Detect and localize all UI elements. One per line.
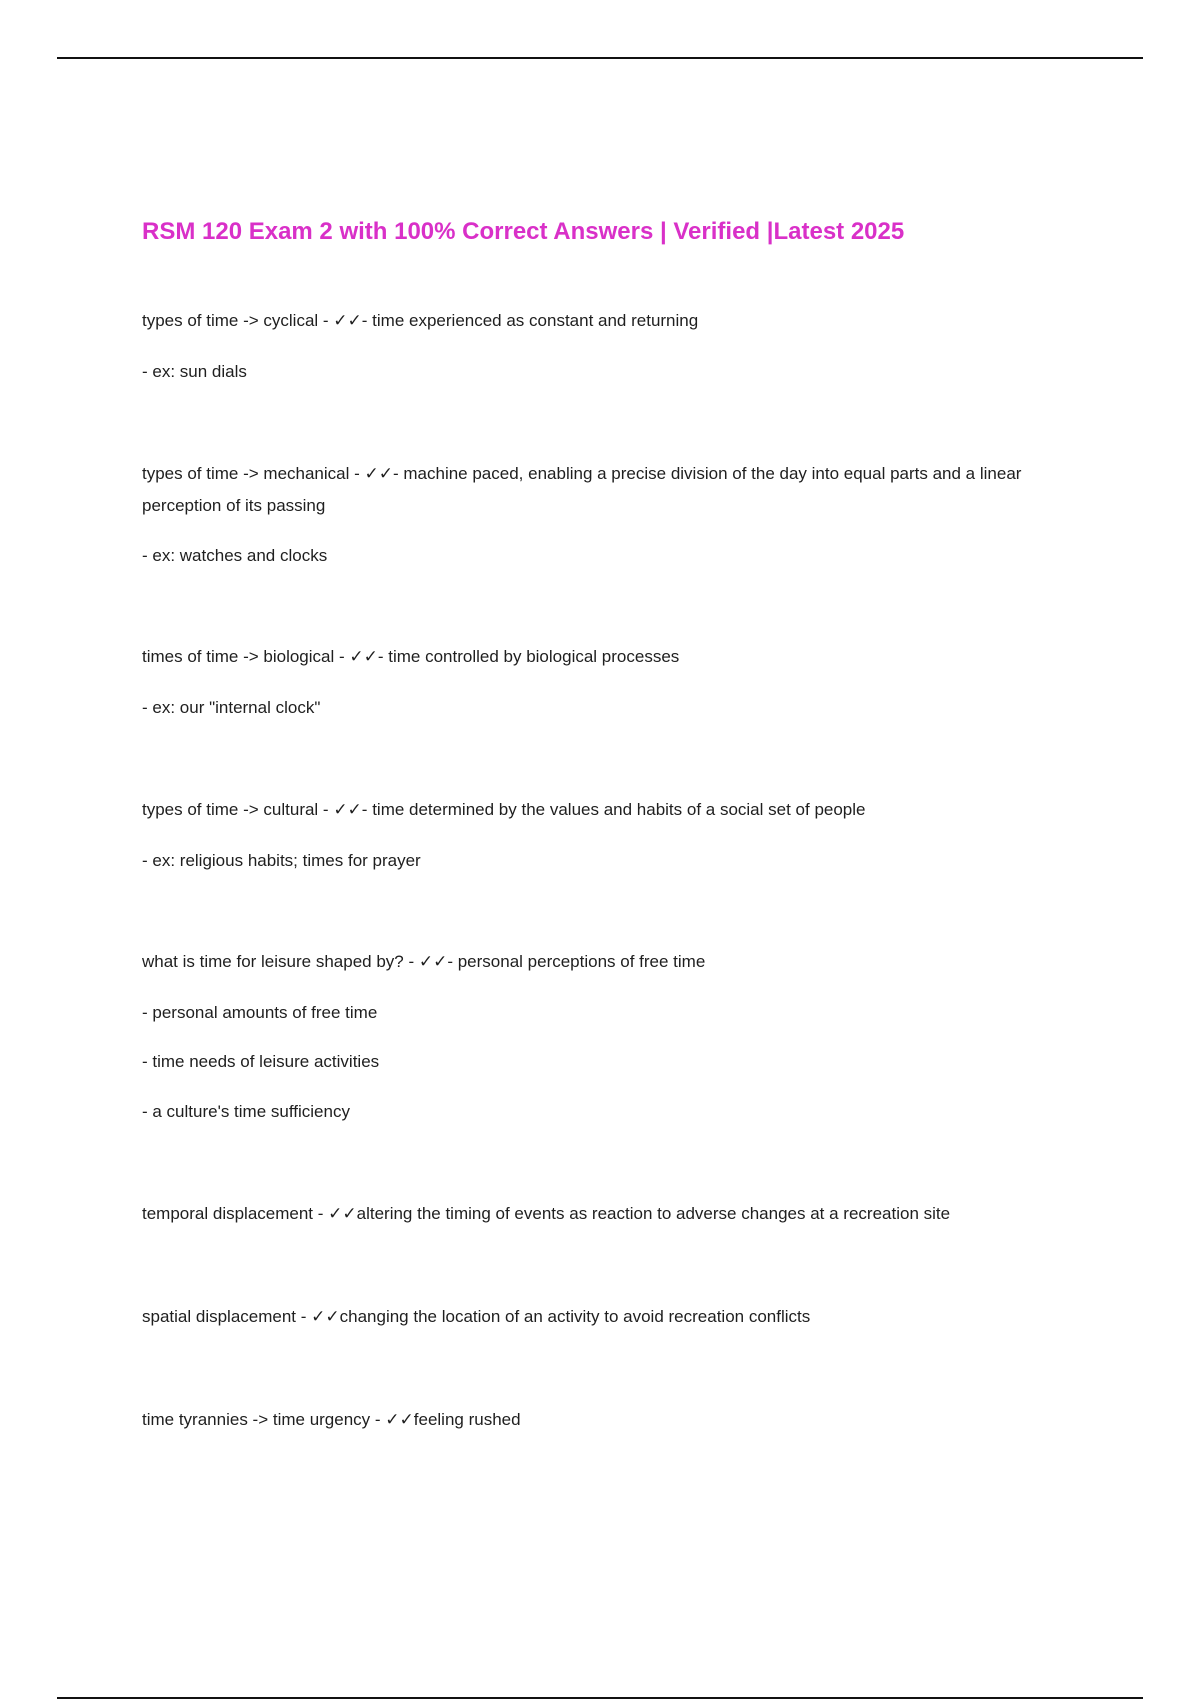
qa-answer-leisure-needs: - time needs of leisure activities <box>142 1052 380 1071</box>
qa-question-biological: times of time -> biological - ✓✓- time controlled by biological processes <box>142 647 680 666</box>
document-title: RSM 120 Exam 2 with 100% Correct Answers | Verified |Latest 2025 <box>142 218 905 245</box>
top-rule <box>57 57 1143 59</box>
qa-question-cyclical: types of time -> cyclical - ✓✓- time experienced as constant and returning <box>142 311 699 330</box>
qa-time-urgency: time tyrannies -> time urgency - ✓✓feeling rushed <box>142 1410 521 1429</box>
qa-answer-leisure-amounts: - personal amounts of free time <box>142 1003 378 1022</box>
qa-question-leisure: what is time for leisure shaped by? - ✓✓- personal perceptions of free time <box>142 952 706 971</box>
qa-temporal-displacement: temporal displacement - ✓✓altering the timing of events as reaction to adverse changes at a recreation site <box>142 1204 951 1223</box>
qa-example-biological: - ex: our "internal clock" <box>142 698 321 717</box>
qa-answer-leisure-sufficiency: - a culture's time sufficiency <box>142 1102 350 1121</box>
qa-example-cultural: - ex: religious habits; times for prayer <box>142 851 421 870</box>
bottom-rule <box>57 1697 1143 1699</box>
qa-example-mechanical: - ex: watches and clocks <box>142 546 328 565</box>
qa-question-cultural: types of time -> cultural - ✓✓- time determined by the values and habits of a social set of people <box>142 800 866 819</box>
qa-spatial-displacement: spatial displacement - ✓✓changing the location of an activity to avoid recreation conflicts <box>142 1307 811 1326</box>
qa-question-mechanical: types of time -> mechanical - ✓✓- machine paced, enabling a precise division of the day into equal parts and a linear perception of its passing <box>142 464 1022 515</box>
qa-example-cyclical: - ex: sun dials <box>142 362 247 381</box>
